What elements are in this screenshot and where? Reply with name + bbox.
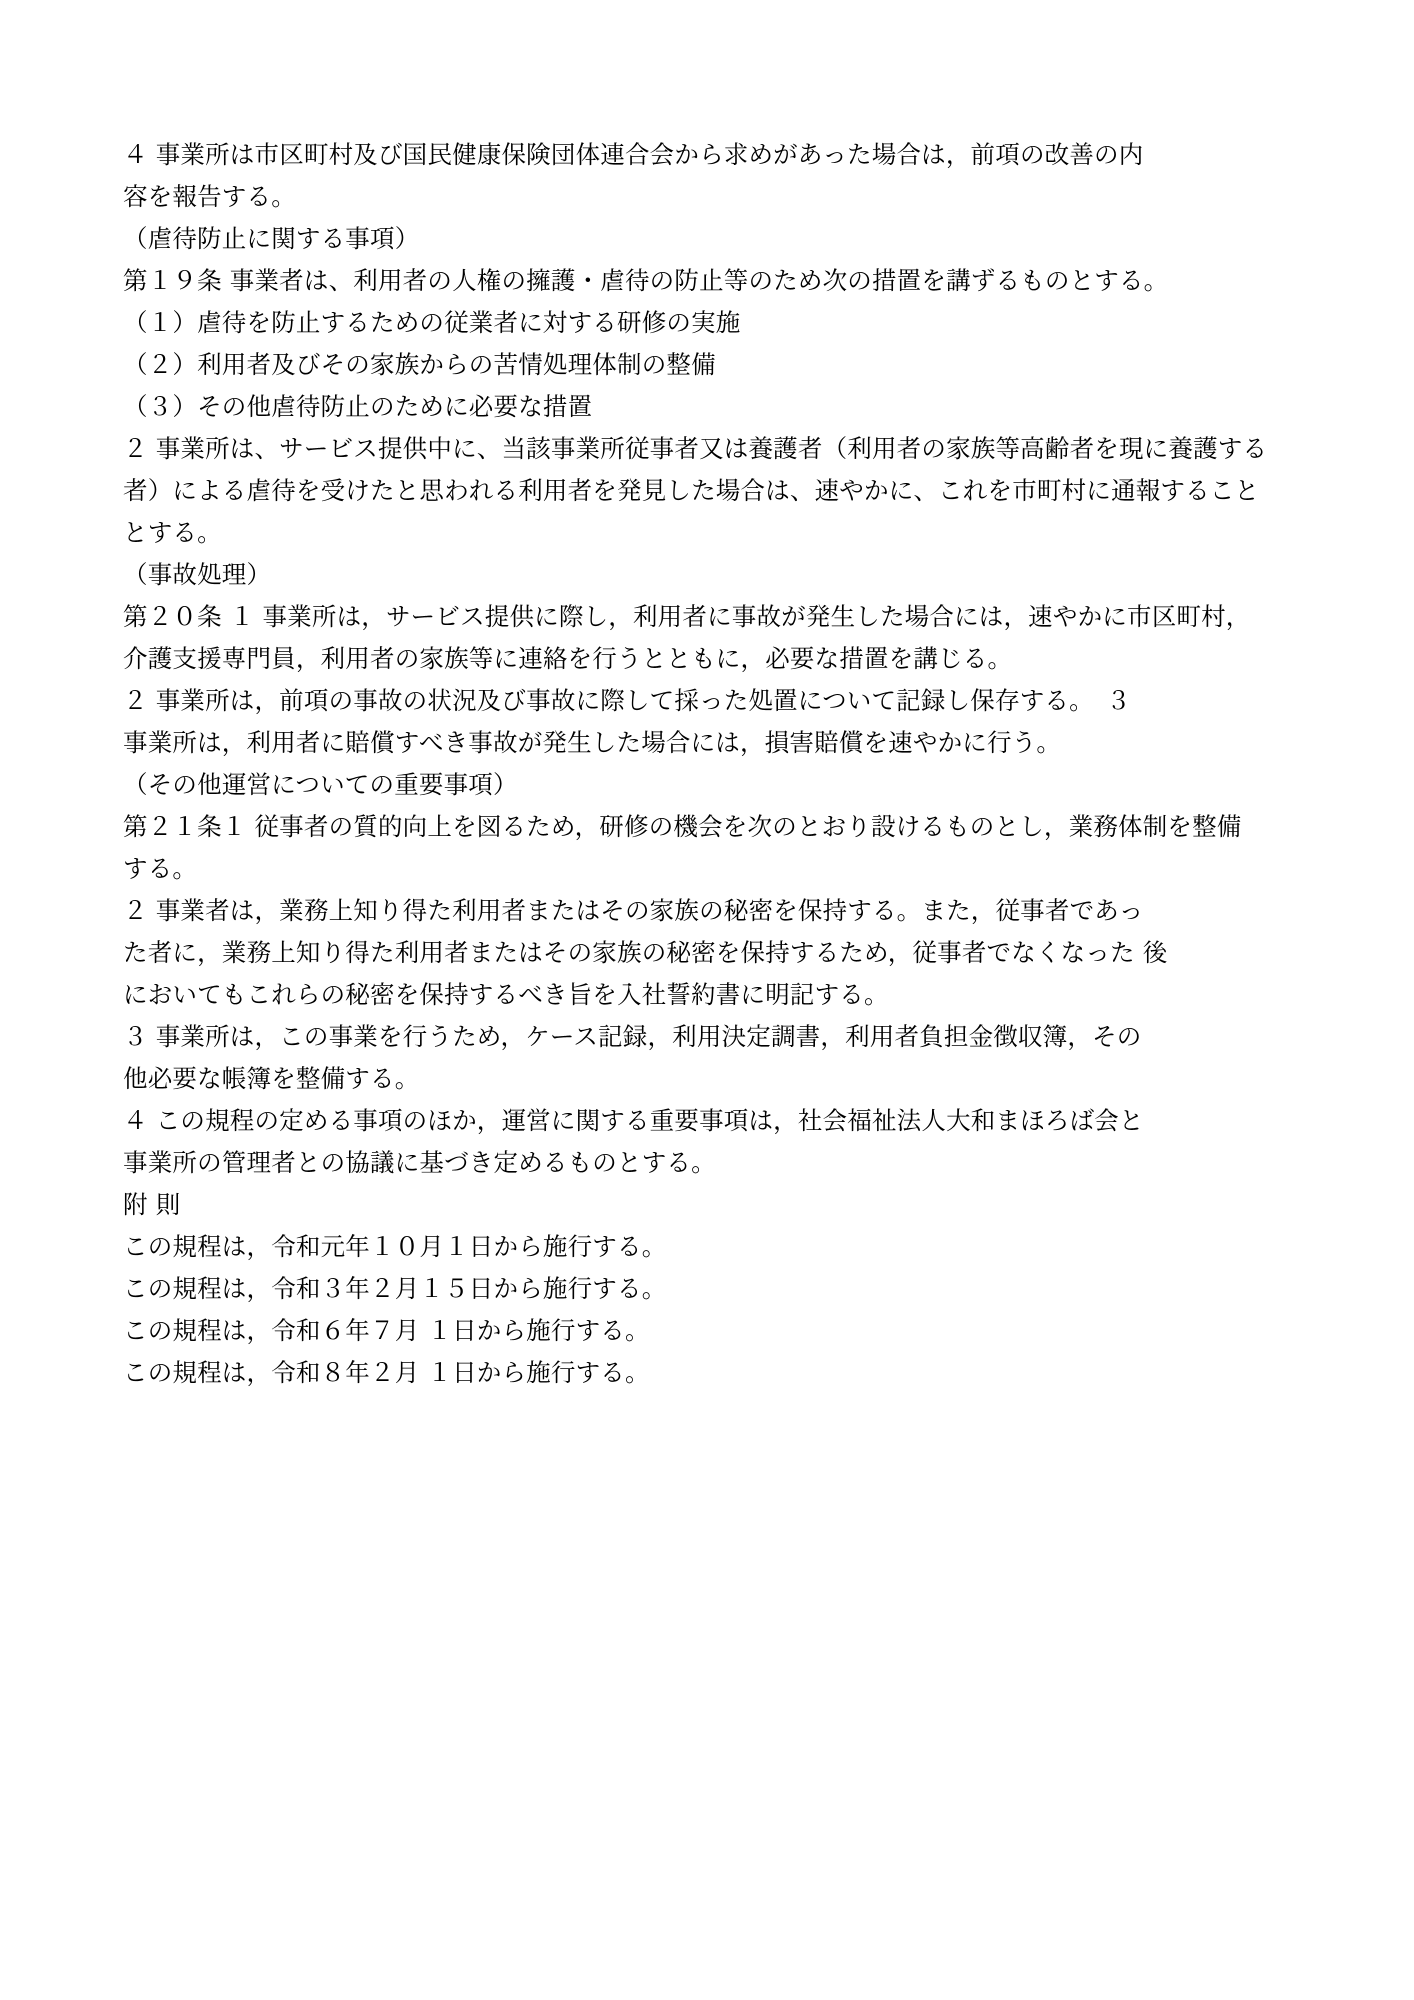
article19-item-1: （１）虐待を防止するための従業者に対する研修の実施 [123,308,741,337]
article21-line6: ３ 事業所は，この事業を行うため，ケース記録，利用決定調書，利用者負担金徴収簿，その [123,1022,1142,1051]
article21-line3: ２ 事業者は，業務上知り得た利用者またはその家族の秘密を保持する。また，従事者であっ [123,896,1144,925]
supplementary-provision-2: この規程は，令和３年２月１５日から施行する。 [123,1274,667,1303]
supplementary-provision-1: この規程は，令和元年１０月１日から施行する。 [123,1232,667,1261]
article21-line7: 他必要な帳簿を整備する。 [123,1064,420,1093]
article19-para2-line3: とする。 [123,518,222,547]
article19-heading: （虐待防止に関する事項） [123,224,420,253]
article19-item-3: （３）その他虐待防止のために必要な措置 [123,392,593,421]
article21-line2: する。 [123,854,198,883]
supplementary-provision-3: この規程は，令和６年７月 １日から施行する。 [123,1316,650,1345]
article19-para2-line1: ２ 事業所は、サービス提供中に、当該事業所従事者又は養護者（利用者の家族等高齢者を現に養護する [123,434,1268,463]
article20-line2: 介護支援専門員，利用者の家族等に連絡を行うとともに，必要な措置を講じる。 [123,644,1013,673]
article20-heading: （事故処理） [123,560,272,589]
article21-line1: 第２１条１ 従事者の質的向上を図るため，研修の機会を次のとおり設けるものとし，業務体制を整備 [123,812,1242,841]
article19-body: 第１９条 事業者は、利用者の人権の擁護・虐待の防止等のため次の措置を講ずるものとする。 [123,266,1169,295]
article20-line3: ２ 事業所は，前項の事故の状況及び事故に際して採った処置について記録し保存する。 ３ [123,686,1131,715]
article21-heading: （その他運営についての重要事項） [123,770,518,799]
para4-report-line1: ４ 事業所は市区町村及び国民健康保険団体連合会から求めがあった場合は，前項の改善の内 [123,140,1144,169]
article21-line5: においてもこれらの秘密を保持するべき旨を入社誓約書に明記する。 [123,980,889,1009]
supplementary-heading: 附 則 [123,1190,181,1219]
article21-line4: た者に，業務上知り得た利用者またはその家族の秘密を保持するため，従事者でなくなった 後 [123,938,1168,967]
article20-line1: 第２０条 １ 事業所は，サービス提供に際し，利用者に事故が発生した場合には，速やかに市区町村， [123,602,1251,631]
article20-line4: 事業所は，利用者に賠償すべき事故が発生した場合には，損害賠償を速やかに行う。 [123,728,1062,757]
article19-para2-line2: 者）による虐待を受けたと思われる利用者を発見した場合は、速やかに、これを市町村に通報すること [123,476,1260,505]
article21-line9: 事業所の管理者との協議に基づき定めるものとする。 [123,1148,716,1177]
article21-line8: ４ この規程の定める事項のほか，運営に関する重要事項は，社会福祉法人大和まほろば会と [123,1106,1144,1135]
document-content [123,134,1363,1394]
article19-item-2: （２）利用者及びその家族からの苦情処理体制の整備 [123,350,716,379]
supplementary-provision-4: この規程は，令和８年２月 １日から施行する。 [123,1358,650,1387]
para4-report-line2: 容を報告する。 [123,182,296,211]
